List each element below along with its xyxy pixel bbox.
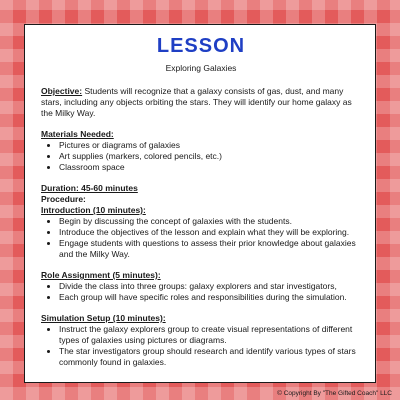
objective-text: Students will recognize that a galaxy consists of gas, dust, and many stars, including any objects orbiting the stars. They will identify our home galaxy as the Milky Way. — [41, 86, 352, 118]
page-title: LESSON — [156, 35, 246, 57]
procedure-heading: Procedure: — [41, 194, 86, 204]
list-item: • Introduce the objectives of the lesson and explain what they will be exploring. — [59, 227, 361, 238]
list-item: • Instruct the galaxy explorers group to create visual representations of different types of galaxies using pictures or diagrams. — [59, 324, 361, 346]
list-item: • The star investigators group should research and identify various types of stars commonly found in galaxies. — [59, 346, 361, 368]
copyright-footer: © Copyright By "The Gifted Coach" LLC — [277, 390, 392, 397]
list-item: • Engage students with questions to assess their prior knowledge about galaxies and the Milky Way. — [59, 238, 361, 260]
introduction-list — [41, 216, 361, 260]
role-assignment-heading: Role Assignment (5 minutes): — [41, 270, 161, 280]
list-item: • Begin by discussing the concept of galaxies with the students. — [59, 216, 361, 227]
list-item: • Art supplies (markers, colored pencils, etc.) — [59, 151, 361, 162]
objective-label: Objective: — [41, 86, 83, 96]
lesson-card — [24, 24, 376, 383]
list-item: • Divide the class into three groups: galaxy explorers and star investigators, — [59, 281, 361, 292]
duration-line: Duration: 45-60 minutes — [41, 183, 138, 193]
objective-paragraph — [41, 86, 361, 119]
list-item: • Each group will have specific roles and responsibilities during the simulation. — [59, 292, 361, 303]
list-item: • Pictures or diagrams of galaxies — [59, 140, 361, 151]
materials-heading: Materials Needed: — [41, 129, 114, 139]
lesson-subtitle: Exploring Galaxies — [165, 63, 237, 73]
simulation-list — [41, 324, 361, 368]
introduction-heading: Introduction (10 minutes): — [41, 205, 146, 215]
list-item: • Classroom space — [59, 162, 361, 173]
materials-list — [41, 140, 361, 173]
simulation-heading: Simulation Setup (10 minutes): — [41, 313, 166, 323]
role-assignment-list — [41, 281, 361, 303]
